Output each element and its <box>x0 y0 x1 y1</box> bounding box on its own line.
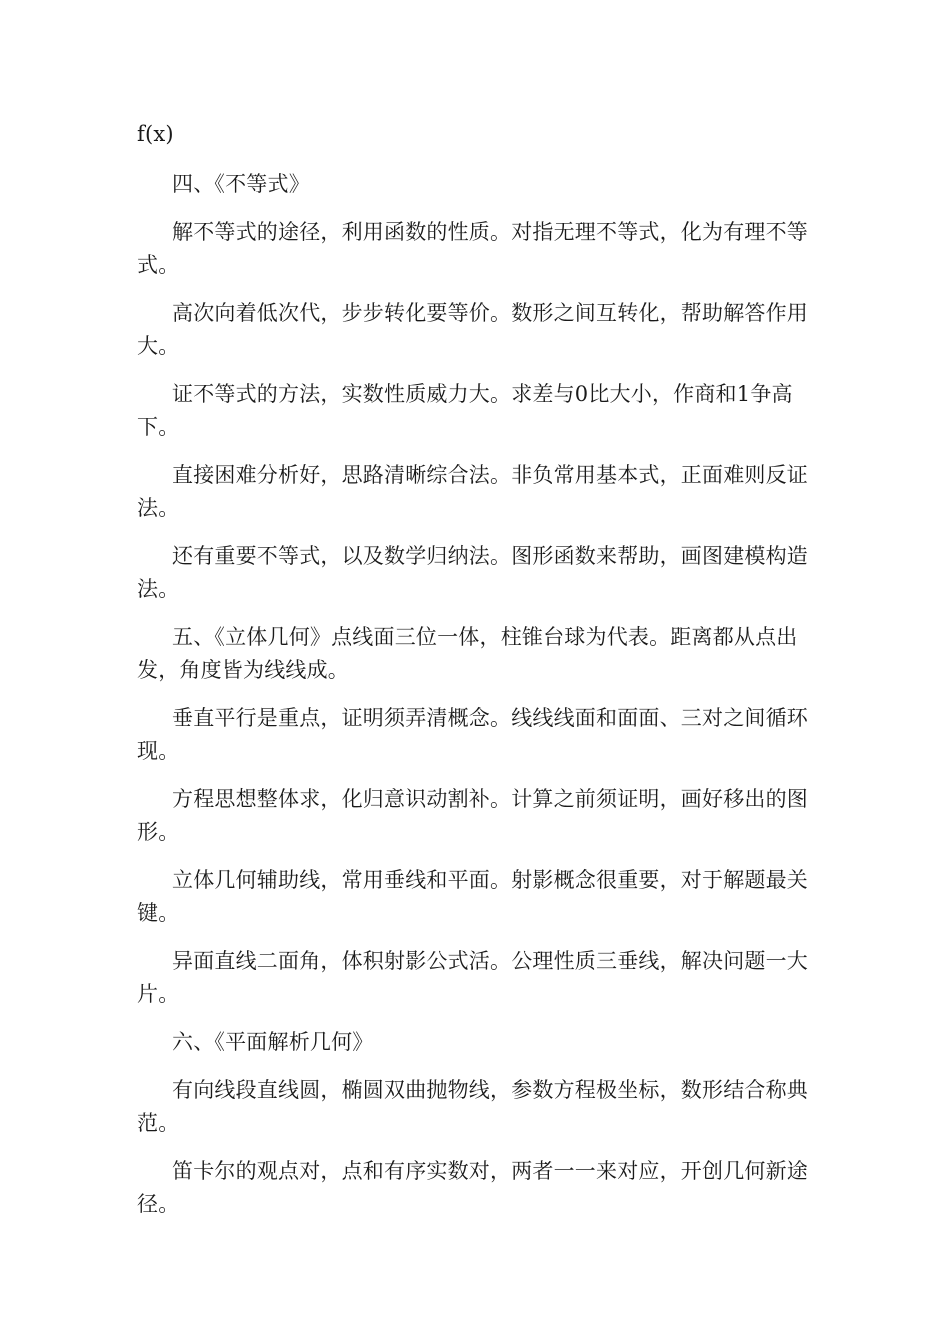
paragraph: 证不等式的方法，实数性质威力大。求差与0比大小，作商和1争高下。 <box>137 382 793 439</box>
section-heading-analytic-geometry: 六、《平面解析几何》 <box>172 1030 374 1054</box>
document-body <box>137 118 817 1221</box>
section-heading-inequality: 四、《不等式》 <box>172 172 310 196</box>
paragraph: 有向线段直线圆，椭圆双曲抛物线，参数方程极坐标，数形结合称典范。 <box>137 1078 808 1135</box>
paragraph: 立体几何辅助线，常用垂线和平面。射影概念很重要，对于解题最关键。 <box>137 868 808 925</box>
paragraph: 异面直线二面角，体积射影公式活。公理性质三垂线，解决问题一大片。 <box>137 949 808 1006</box>
paragraph: 解不等式的途径，利用函数的性质。对指无理不等式，化为有理不等式。 <box>137 220 808 277</box>
section-heading-solid-geometry: 五、《立体几何》点线面三位一体，柱锥台球为代表。距离都从点出发，角度皆为线线成。 <box>137 625 798 682</box>
paragraph: 直接困难分析好，思路清晰综合法。非负常用基本式，正面难则反证法。 <box>137 463 808 520</box>
paragraph: 还有重要不等式，以及数学归纳法。图形函数来帮助，画图建模构造法。 <box>137 544 808 601</box>
paragraph: 垂直平行是重点，证明须弄清概念。线线线面和面面、三对之间循环现。 <box>137 706 808 763</box>
paragraph: 高次向着低次代，步步转化要等价。数形之间互转化，帮助解答作用大。 <box>137 301 808 358</box>
formula-fragment: f(x) <box>137 122 174 146</box>
paragraph: 方程思想整体求，化归意识动割补。计算之前须证明，画好移出的图形。 <box>137 787 808 844</box>
paragraph: 笛卡尔的观点对，点和有序实数对，两者一一来对应，开创几何新途径。 <box>137 1159 808 1216</box>
